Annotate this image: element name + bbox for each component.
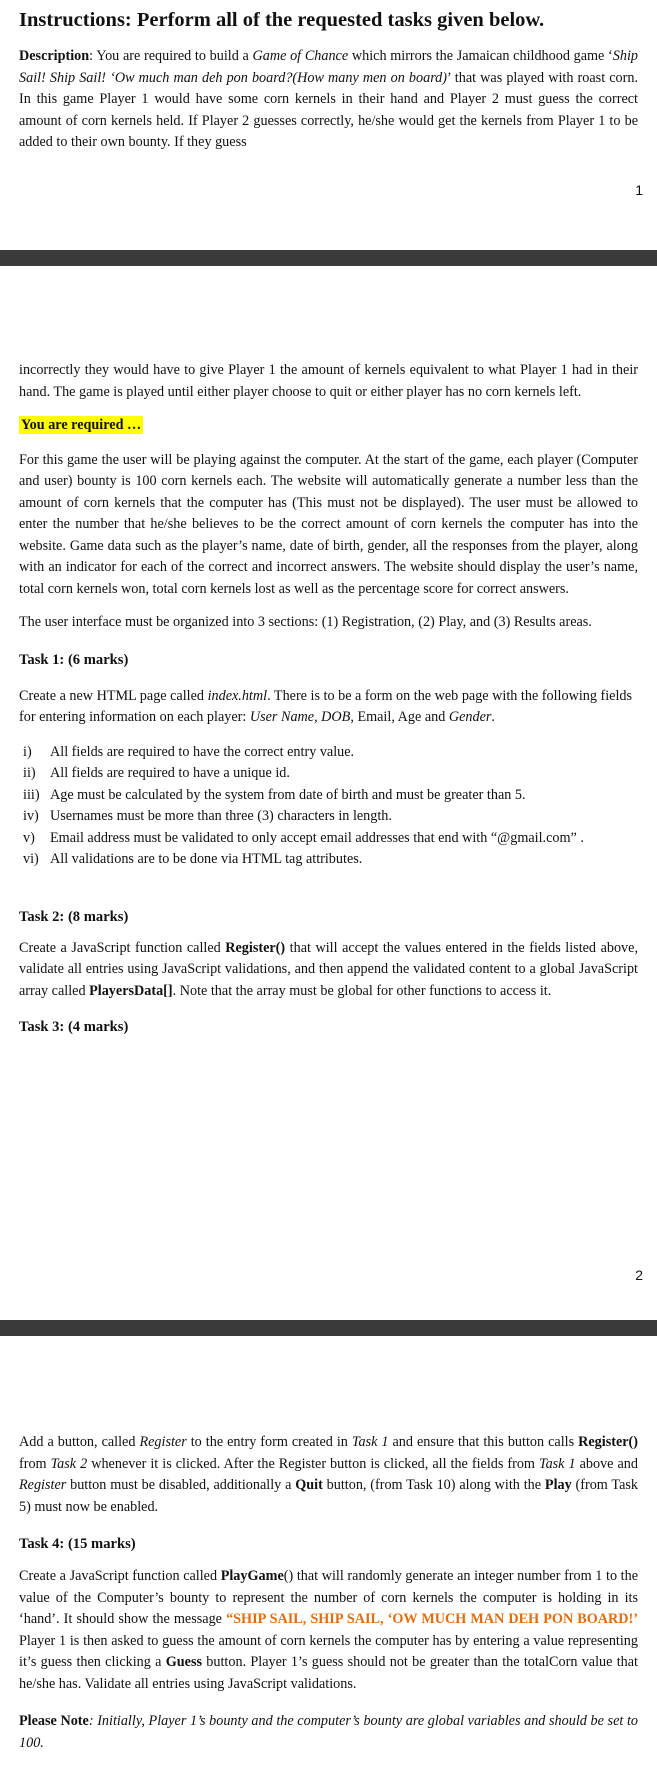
list-item: v) Email address must be validated to only accept email addresses that end with “@gmail.com” . [23,829,584,846]
task3-heading: Task 3: (4 marks) [19,1019,129,1035]
task1-paragraph: Create a new HTML page called index.html. There is to be a form on the web page with the following fields for entering information on each player: User Name, DOB, Email, Age and Gender. [19,687,633,725]
page-separator [0,1320,657,1336]
list-item: i) All fields are required to have the correct entry value. [23,743,355,760]
task2-paragraph: Create a JavaScript function called Register() that will accept the values entered in the fields listed above, validate all entries using JavaScript validations, and then append the validated content to a global JavaScript array called PlayersData[]. Note that the array must be global for other functions to access it. [19,939,638,999]
list-item: iv) Usernames must be more than three (3) characters in length. [23,808,392,824]
page-2 [0,266,657,1320]
page-number: 2 [635,1267,643,1283]
task1-requirements-list [19,742,638,871]
required-heading: You are required … [21,417,142,433]
ui-sections-paragraph: The user interface must be organized into 3 sections: (1) Registration, (2) Play, and (3) Results areas. [19,614,592,630]
task4-heading: Task 4: (15 marks) [19,1536,136,1552]
game-message: “SHIP SAIL, SHIP SAIL, ‘OW MUCH MAN DEH PON BOARD!’ [226,1611,638,1627]
task4-paragraph: Create a JavaScript function called PlayGame() that will randomly generate an integer number from 1 to the value of the Computer’s bounty to represent the number of corn kernels the computer is holding in its ‘hand’. It should show the message “SHIP SAIL, SHIP SAIL, ‘OW MUCH MAN DEH PON BOARD!’ Player 1 is then asked to guess the amount of corn kernels the computer has by entering a value representing it’s guess then clicking a Guess button. Player 1’s guess should not be greater than the totalCorn value that he/she has. Validate all entries using JavaScript validations. [19,1568,638,1692]
page-title: Instructions: Perform all of the requested tasks given below. [19,9,545,31]
task2-heading: Task 2: (8 marks) [19,908,129,925]
task1-heading: Task 1: (6 marks) [19,651,129,668]
list-item: vi) All validations are to be done via HTML tag attributes. [23,851,363,867]
list-item: iii) Age must be calculated by the system from date of birth and must be greater than 5. [23,786,526,803]
page-number: 1 [635,182,643,198]
description-paragraph: Description: You are required to build a Game of Chance which mirrors the Jamaican childhood game ‘Ship Sail! Ship Sail! ‘Ow much man deh pon board?(How many men on board)’ that was played with roast corn. In this game Player 1 would have some corn kernels in their hand and Player 2 must guess the correct amount of corn kernels held. If Player 2 guesses correctly, he/she would get the kernels from Player 1 to be added to their own bounty. If they guess [19,48,638,150]
page-1 [0,0,657,250]
page-separator [0,250,657,266]
requirements-paragraph: For this game the user will be playing against the computer. At the start of the game, each player (Computer and user) bounty is 100 corn kernels each. The website will automatically generate a number less than the amount of corn kernels that the computer has (This must not be displayed). The user must be allowed to enter the number that he/she believes to be the correct amount of corn kernels the computer has into the website. Game data such as the player’s name, date of birth, gender, all the responses from the player, along with an indicator for each of the correct and incorrect answers. The website should display the user’s name, total corn kernels won, total corn kernels lost as well as the percentage score for correct answers. [19,451,638,597]
continued-paragraph: incorrectly they would have to give Player 1 the amount of kernels equivalent to what Player 1 had in their hand. The game is played until either player choose to quit or either player has no corn kernels left. [19,362,638,400]
list-item: ii) All fields are required to have a unique id. [23,765,290,781]
task3-paragraph: Add a button, called Register to the entry form created in Task 1 and ensure that this button calls Register() from Task 2 whenever it is clicked. After the Register button is clicked, all the fields from Task 1 above and Register button must be disabled, additionally a Quit button, (from Task 10) along with the Play (from Task 5) must now be enabled. [19,1434,638,1515]
page-3 [0,1336,657,1754]
note-paragraph: Please Note: Initially, Player 1’s bounty and the computer’s bounty are global variables and should be set to 100. [19,1713,638,1751]
